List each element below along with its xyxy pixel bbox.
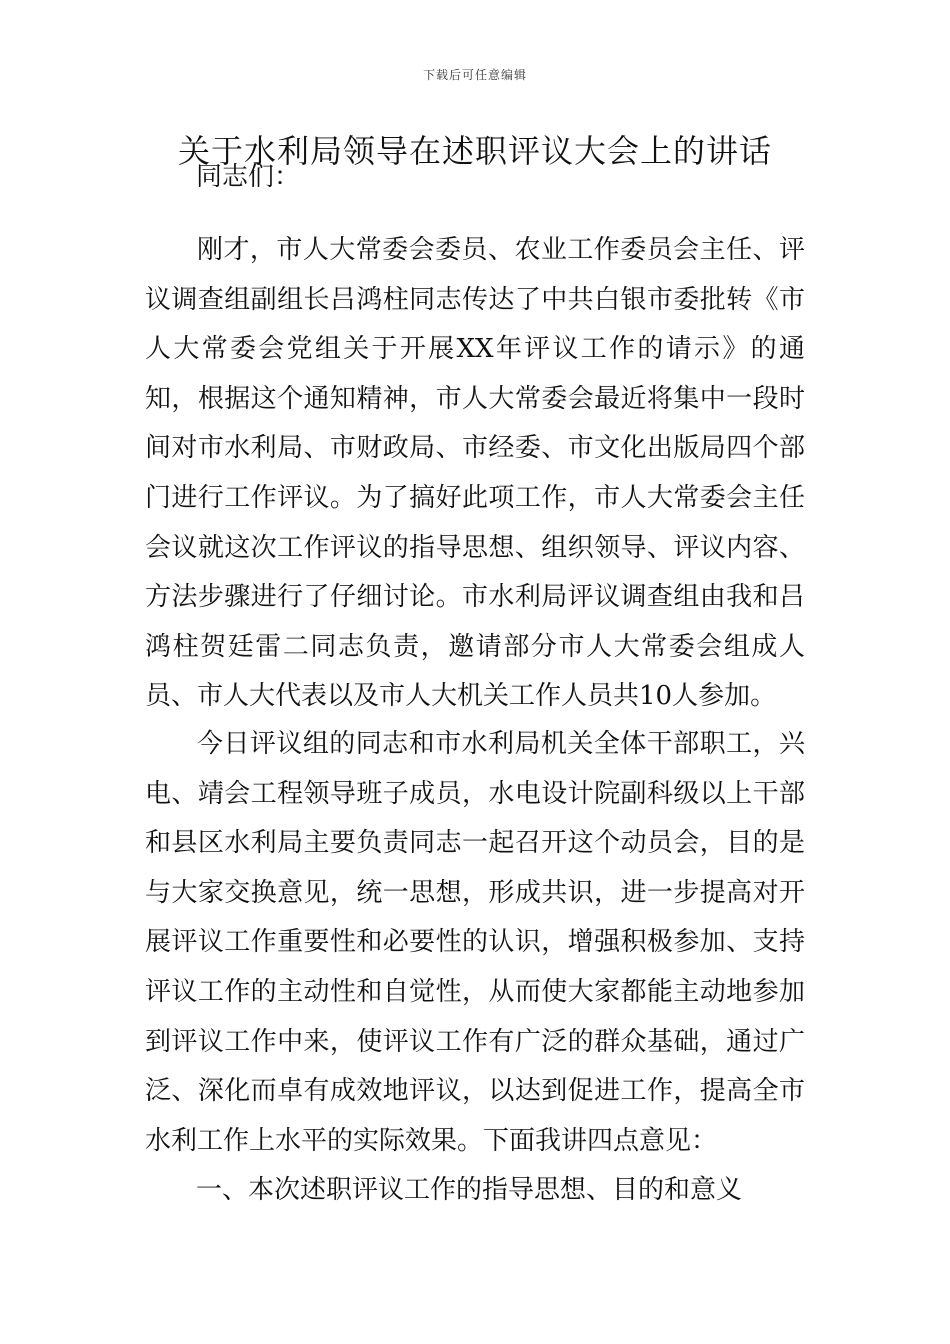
salutation: 同志们： bbox=[196, 162, 301, 192]
paragraph-1: 刚才，市人大常委会委员、农业工作委员会主任、评议调查组副组长吕鸿柱同志传达了中共白银市委批转《市人大常委会党组关于开展XX年评议工作的请示》的通知，根据这个通知精神，市人大常委会最近将集中一段时间对市水利局、市财政局、市经委、市文化出版局四个部门进行工作评议。为了搞好此项工作，市人大常委会主任会议就这次工作评议的指导思想、组织领导、评议内容、方法步骤进行了仔细讨论。市水利局评议调查组由我和吕鸿柱贺廷雷二同志负责，邀请部分市人大常委会组成人员、市人大代表以及市人大机关工作人员共10人参加。 bbox=[145, 235, 805, 712]
header-note: 下载后可任意编辑 bbox=[422, 68, 527, 82]
paragraph-2: 今日评议组的同志和市水利局机关全体干部职工，兴电、靖会工程领导班子成员，水电设计院副科级以上干部和县区水利局主要负责同志一起召开这个动员会，目的是与大家交换意见，统一思想，形成共识，进一步提高对开展评议工作重要性和必要性的认识，增强积极参加、支持评议工作的主动性和自觉性，从而使大家都能主动地参加到评议工作中来，使评议工作有广泛的群众基础，通过广泛、深化而卓有成效地评议，以达到促进工作，提高全市水利工作上水平的实际效果。下面我讲四点意见： bbox=[145, 729, 805, 1156]
section-heading-1: 一、本次述职评议工作的指导思想、目的和意义 bbox=[196, 1175, 743, 1205]
document-title: 关于水利局领导在述职评议大会上的讲话 bbox=[177, 132, 772, 170]
